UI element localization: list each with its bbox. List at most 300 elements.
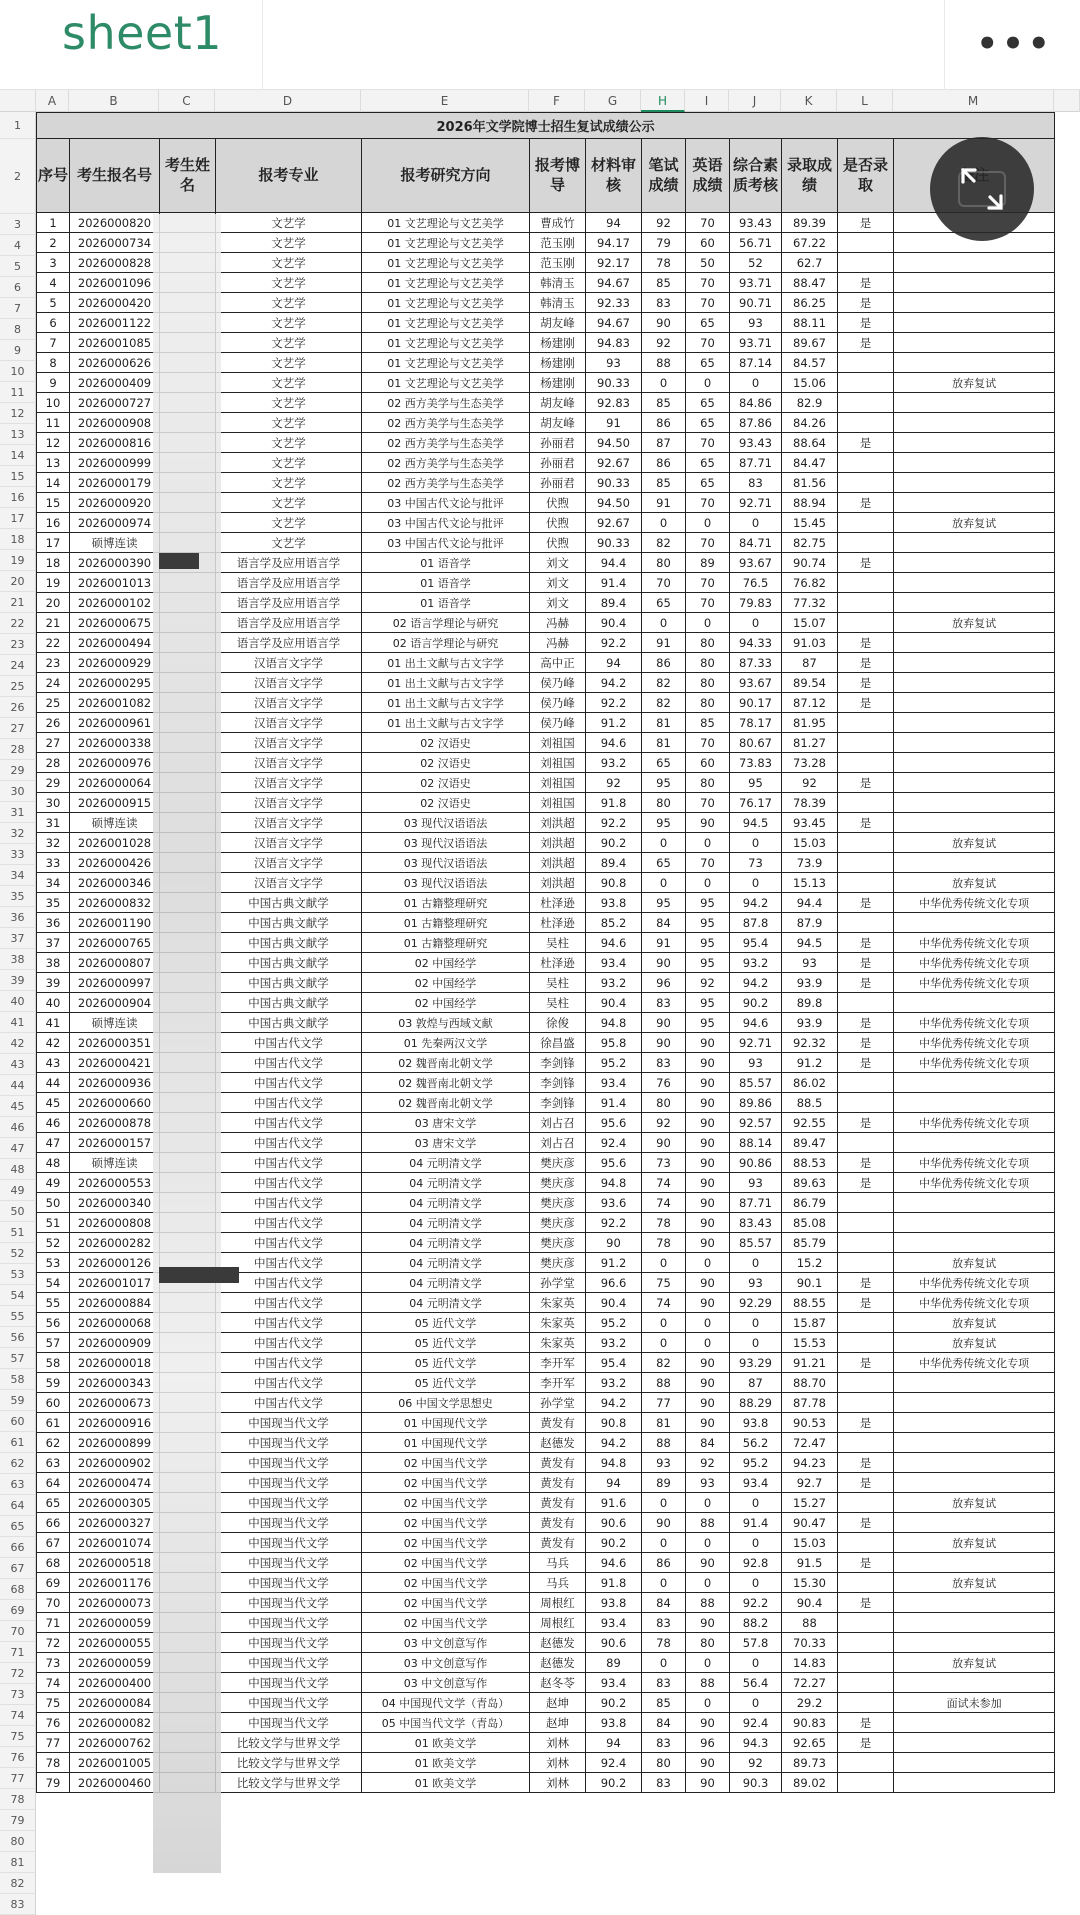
table-cell[interactable]: 65: [686, 393, 730, 413]
table-cell[interactable]: 01 语音学: [362, 573, 530, 593]
table-cell[interactable]: 2026001096: [70, 273, 160, 293]
header-cell[interactable]: 考生报名号: [70, 139, 160, 213]
table-cell[interactable]: 60: [686, 233, 730, 253]
select-all-corner[interactable]: [0, 90, 36, 112]
table-cell[interactable]: 01 中国现代文学: [362, 1413, 530, 1433]
table-cell[interactable]: 05 近代文学: [362, 1353, 530, 1373]
table-cell[interactable]: 95: [686, 933, 730, 953]
table-cell[interactable]: 01 出土文献与古文字学: [362, 673, 530, 693]
table-cell[interactable]: 90: [686, 1093, 730, 1113]
table-cell[interactable]: 93.4: [586, 1073, 642, 1093]
table-cell[interactable]: 93.6: [586, 1193, 642, 1213]
row-number[interactable]: 2: [0, 139, 36, 214]
table-cell[interactable]: 文艺学: [216, 413, 362, 433]
row-number[interactable]: 54: [0, 1285, 36, 1306]
table-cell[interactable]: 刘祖国: [530, 753, 586, 773]
table-cell[interactable]: 孙丽君: [530, 473, 586, 493]
table-cell[interactable]: 81: [642, 733, 686, 753]
table-cell[interactable]: 50: [686, 253, 730, 273]
table-cell[interactable]: 82.75: [782, 533, 838, 553]
row-number[interactable]: 13: [0, 424, 36, 445]
table-cell[interactable]: 2026000390: [70, 553, 160, 573]
table-cell[interactable]: 19: [37, 573, 70, 593]
table-cell[interactable]: 85.57: [730, 1233, 782, 1253]
table-cell[interactable]: 02 魏晋南北朝文学: [362, 1073, 530, 1093]
table-cell[interactable]: 中国现当代文学: [216, 1493, 362, 1513]
table-cell[interactable]: 92: [642, 213, 686, 233]
table-cell[interactable]: 8: [37, 353, 70, 373]
table-cell[interactable]: 52: [37, 1233, 70, 1253]
table-cell[interactable]: [838, 513, 894, 533]
table-cell[interactable]: 70: [686, 293, 730, 313]
table-cell[interactable]: 78: [642, 1213, 686, 1233]
table-cell[interactable]: [838, 1433, 894, 1453]
table-cell[interactable]: 83: [642, 1773, 686, 1793]
table-cell[interactable]: 侯乃峰: [530, 673, 586, 693]
table-cell[interactable]: 92.2: [586, 813, 642, 833]
table-cell[interactable]: 02 汉语史: [362, 733, 530, 753]
table-cell[interactable]: 2026000902: [70, 1453, 160, 1473]
table-cell[interactable]: 03 现代汉语语法: [362, 833, 530, 853]
table-cell[interactable]: 54: [37, 1273, 70, 1293]
table-cell[interactable]: 93.8: [586, 893, 642, 913]
table-cell[interactable]: 91.4: [586, 573, 642, 593]
table-cell[interactable]: 82: [642, 1353, 686, 1373]
table-cell[interactable]: 杨建刚: [530, 373, 586, 393]
table-cell[interactable]: 88: [686, 1513, 730, 1533]
table-cell[interactable]: 0: [686, 513, 730, 533]
table-cell[interactable]: 2026000820: [70, 213, 160, 233]
table-cell[interactable]: 85: [642, 473, 686, 493]
table-cell[interactable]: 80: [686, 653, 730, 673]
table-cell[interactable]: 78.39: [782, 793, 838, 813]
table-cell[interactable]: 94.67: [586, 313, 642, 333]
table-cell[interactable]: 2026001005: [70, 1753, 160, 1773]
table-cell[interactable]: [894, 1373, 1055, 1393]
table-cell[interactable]: 65: [686, 413, 730, 433]
table-cell[interactable]: 文艺学: [216, 453, 362, 473]
table-cell[interactable]: 15.13: [782, 873, 838, 893]
table-cell[interactable]: 93.4: [586, 953, 642, 973]
table-cell[interactable]: 是: [838, 953, 894, 973]
table-cell[interactable]: 90: [642, 1013, 686, 1033]
table-cell[interactable]: 文艺学: [216, 473, 362, 493]
table-cell[interactable]: 伏煦: [530, 533, 586, 553]
table-cell[interactable]: 0: [730, 833, 782, 853]
table-cell[interactable]: 0: [642, 1573, 686, 1593]
table-cell[interactable]: 01 文艺理论与文艺美学: [362, 273, 530, 293]
table-cell[interactable]: 03 现代汉语语法: [362, 873, 530, 893]
table-cell[interactable]: 90.47: [782, 1513, 838, 1533]
table-cell[interactable]: 92.4: [586, 1133, 642, 1153]
table-cell[interactable]: [838, 1613, 894, 1633]
table-cell[interactable]: 是: [838, 673, 894, 693]
column-header[interactable]: K: [781, 90, 837, 112]
table-cell[interactable]: 硕博连读: [70, 1013, 160, 1033]
table-cell[interactable]: 90.4: [782, 1593, 838, 1613]
table-cell[interactable]: 90.4: [586, 993, 642, 1013]
table-cell[interactable]: 2026000494: [70, 633, 160, 653]
table-cell[interactable]: [894, 793, 1055, 813]
table-cell[interactable]: 是: [838, 313, 894, 333]
table-cell[interactable]: 0: [686, 1693, 730, 1713]
table-cell[interactable]: [838, 1633, 894, 1653]
table-cell[interactable]: 92: [642, 333, 686, 353]
row-number[interactable]: 14: [0, 445, 36, 466]
table-cell[interactable]: 中华优秀传统文化专项: [894, 1113, 1055, 1133]
row-number[interactable]: 23: [0, 634, 36, 655]
table-cell[interactable]: 84.47: [782, 453, 838, 473]
table-cell[interactable]: 吴柱: [530, 973, 586, 993]
table-cell[interactable]: 03 中文创意写作: [362, 1653, 530, 1673]
table-cell[interactable]: 38: [37, 953, 70, 973]
table-cell[interactable]: 汉语言文字学: [216, 753, 362, 773]
table-cell[interactable]: 92: [686, 973, 730, 993]
table-cell[interactable]: 90.71: [730, 293, 782, 313]
table-cell[interactable]: 比较文学与世界文学: [216, 1733, 362, 1753]
table-cell[interactable]: [894, 1593, 1055, 1613]
table-cell[interactable]: 81.95: [782, 713, 838, 733]
table-cell[interactable]: 中国现当代文学: [216, 1693, 362, 1713]
table-cell[interactable]: 黄发有: [530, 1473, 586, 1493]
table-cell[interactable]: 88: [686, 1673, 730, 1693]
table-cell[interactable]: 56.71: [730, 233, 782, 253]
table-cell[interactable]: [838, 593, 894, 613]
table-cell[interactable]: 62.7: [782, 253, 838, 273]
table-cell[interactable]: 70: [686, 793, 730, 813]
table-cell[interactable]: 92: [686, 1453, 730, 1473]
table-cell[interactable]: 刘占召: [530, 1113, 586, 1133]
table-cell[interactable]: 伏煦: [530, 513, 586, 533]
table-cell[interactable]: 7: [37, 333, 70, 353]
table-cell[interactable]: 70: [686, 853, 730, 873]
table-cell[interactable]: 18: [37, 553, 70, 573]
table-cell[interactable]: 侯乃峰: [530, 713, 586, 733]
table-cell[interactable]: 90.6: [586, 1633, 642, 1653]
table-cell[interactable]: 2026000909: [70, 1333, 160, 1353]
table-cell[interactable]: 87.86: [730, 413, 782, 433]
table-cell[interactable]: 88.5: [782, 1093, 838, 1113]
table-cell[interactable]: 01 语音学: [362, 593, 530, 613]
table-cell[interactable]: 2026000660: [70, 1093, 160, 1113]
table-cell[interactable]: 03 现代汉语语法: [362, 813, 530, 833]
table-cell[interactable]: 曹成竹: [530, 213, 586, 233]
table-cell[interactable]: 语言学及应用语言学: [216, 553, 362, 573]
table-cell[interactable]: 02 中国当代文学: [362, 1613, 530, 1633]
table-cell[interactable]: 90: [642, 1513, 686, 1533]
table-cell[interactable]: 58: [37, 1353, 70, 1373]
table-cell[interactable]: 中华优秀传统文化专项: [894, 1033, 1055, 1053]
table-cell[interactable]: 中国古代文学: [216, 1353, 362, 1373]
table-cell[interactable]: 文艺学: [216, 253, 362, 273]
table-cell[interactable]: 94.8: [586, 1173, 642, 1193]
table-cell[interactable]: 0: [686, 1253, 730, 1273]
column-header[interactable]: I: [685, 90, 729, 112]
table-cell[interactable]: 66: [37, 1513, 70, 1533]
table-cell[interactable]: [894, 713, 1055, 733]
table-cell[interactable]: 65: [642, 593, 686, 613]
table-cell[interactable]: 2026000157: [70, 1133, 160, 1153]
table-cell[interactable]: 2026000904: [70, 993, 160, 1013]
table-cell[interactable]: 94.3: [730, 1733, 782, 1753]
table-cell[interactable]: 0: [642, 833, 686, 853]
table-cell[interactable]: [894, 813, 1055, 833]
row-number[interactable]: 30: [0, 781, 36, 802]
table-cell[interactable]: 0: [642, 373, 686, 393]
table-cell[interactable]: [838, 533, 894, 553]
row-number[interactable]: 83: [0, 1894, 36, 1915]
table-cell[interactable]: 杨建刚: [530, 353, 586, 373]
table-cell[interactable]: 2026000084: [70, 1693, 160, 1713]
table-cell[interactable]: 是: [838, 773, 894, 793]
table-cell[interactable]: [894, 1233, 1055, 1253]
table-cell[interactable]: 94.5: [782, 933, 838, 953]
table-cell[interactable]: 15: [37, 493, 70, 513]
table-cell[interactable]: 2026000974: [70, 513, 160, 533]
table-cell[interactable]: 94.2: [730, 893, 782, 913]
table-cell[interactable]: 杜泽逊: [530, 953, 586, 973]
table-cell[interactable]: 中国现当代文学: [216, 1513, 362, 1533]
table-cell[interactable]: 90: [686, 1213, 730, 1233]
table-cell[interactable]: 是: [838, 493, 894, 513]
table-cell[interactable]: 35: [37, 893, 70, 913]
table-cell[interactable]: 93: [730, 313, 782, 333]
table-cell[interactable]: 41: [37, 1013, 70, 1033]
header-cell[interactable]: 报考博导: [530, 139, 586, 213]
table-cell[interactable]: 02 中国当代文学: [362, 1593, 530, 1613]
table-cell[interactable]: 是: [838, 933, 894, 953]
table-cell[interactable]: 赵德发: [530, 1433, 586, 1453]
table-cell[interactable]: 65: [37, 1493, 70, 1513]
table-cell[interactable]: 樊庆彦: [530, 1253, 586, 1273]
row-number[interactable]: 56: [0, 1327, 36, 1348]
table-cell[interactable]: 2026000082: [70, 1713, 160, 1733]
table-cell[interactable]: 77: [37, 1733, 70, 1753]
table-cell[interactable]: 90: [686, 1273, 730, 1293]
table-cell[interactable]: 2026000426: [70, 853, 160, 873]
table-cell[interactable]: 中国现当代文学: [216, 1453, 362, 1473]
table-cell[interactable]: 92: [782, 773, 838, 793]
table-cell[interactable]: 44: [37, 1073, 70, 1093]
table-cell[interactable]: 硕博连读: [70, 813, 160, 833]
table-cell[interactable]: 是: [838, 1553, 894, 1573]
table-cell[interactable]: 9: [37, 373, 70, 393]
table-cell[interactable]: 0: [730, 1533, 782, 1553]
table-cell[interactable]: 2026001082: [70, 693, 160, 713]
table-cell[interactable]: 2026000420: [70, 293, 160, 313]
table-cell[interactable]: 94.67: [586, 273, 642, 293]
table-cell[interactable]: 93.4: [586, 1673, 642, 1693]
table-cell[interactable]: 孙丽君: [530, 433, 586, 453]
table-cell[interactable]: 中国古典文献学: [216, 953, 362, 973]
table-cell[interactable]: 01 出土文献与古文字学: [362, 653, 530, 673]
table-cell[interactable]: 01 先秦两汉文学: [362, 1033, 530, 1053]
table-cell[interactable]: 中华优秀传统文化专项: [894, 1153, 1055, 1173]
table-cell[interactable]: 02 魏晋南北朝文学: [362, 1053, 530, 1073]
table-cell[interactable]: 中华优秀传统文化专项: [894, 1273, 1055, 1293]
row-number[interactable]: 36: [0, 907, 36, 928]
table-cell[interactable]: [838, 833, 894, 853]
row-number[interactable]: 24: [0, 655, 36, 676]
table-cell[interactable]: 是: [838, 1453, 894, 1473]
table-cell[interactable]: 78: [642, 1233, 686, 1253]
table-cell[interactable]: 0: [686, 1653, 730, 1673]
table-cell[interactable]: 85.79: [782, 1233, 838, 1253]
table-cell[interactable]: 72.47: [782, 1433, 838, 1453]
table-cell[interactable]: 73: [642, 1153, 686, 1173]
table-cell[interactable]: 80: [642, 793, 686, 813]
table-cell[interactable]: 中国古代文学: [216, 1333, 362, 1353]
table-cell[interactable]: [894, 1213, 1055, 1233]
table-cell[interactable]: 45: [37, 1093, 70, 1113]
row-number[interactable]: 29: [0, 760, 36, 781]
table-cell[interactable]: 23: [37, 653, 70, 673]
table-cell[interactable]: 04 元明清文学: [362, 1213, 530, 1233]
table-cell[interactable]: 73.83: [730, 753, 782, 773]
table-cell[interactable]: 杜泽逊: [530, 913, 586, 933]
table-cell[interactable]: [838, 1133, 894, 1153]
row-number[interactable]: 66: [0, 1537, 36, 1558]
row-number[interactable]: 71: [0, 1642, 36, 1663]
table-cell[interactable]: 徐昌盛: [530, 1033, 586, 1053]
row-number[interactable]: 44: [0, 1075, 36, 1096]
table-cell[interactable]: 92.57: [730, 1113, 782, 1133]
table-cell[interactable]: 86.79: [782, 1193, 838, 1213]
table-cell[interactable]: 刘洪超: [530, 833, 586, 853]
table-cell[interactable]: 是: [838, 1413, 894, 1433]
table-cell[interactable]: [838, 1213, 894, 1233]
table-cell[interactable]: [838, 1533, 894, 1553]
table-cell[interactable]: 是: [838, 893, 894, 913]
table-cell[interactable]: 43: [37, 1053, 70, 1073]
table-cell[interactable]: 汉语言文字学: [216, 833, 362, 853]
row-number[interactable]: 77: [0, 1768, 36, 1789]
table-cell[interactable]: 2026000518: [70, 1553, 160, 1573]
table-cell[interactable]: 92.2: [730, 1593, 782, 1613]
column-header[interactable]: M: [893, 90, 1054, 112]
table-cell[interactable]: 赵坤: [530, 1713, 586, 1733]
table-cell[interactable]: 2026000343: [70, 1373, 160, 1393]
table-cell[interactable]: 01 文艺理论与文艺美学: [362, 353, 530, 373]
table-cell[interactable]: 94.23: [782, 1453, 838, 1473]
table-cell[interactable]: 李剑锋: [530, 1093, 586, 1113]
table-cell[interactable]: 汉语言文字学: [216, 653, 362, 673]
header-cell[interactable]: 英语成绩: [686, 139, 730, 213]
table-cell[interactable]: 56.2: [730, 1433, 782, 1453]
table-cell[interactable]: 69: [37, 1573, 70, 1593]
table-cell[interactable]: 92.32: [782, 1033, 838, 1053]
table-cell[interactable]: 2026000346: [70, 873, 160, 893]
table-cell[interactable]: 03 中国古代文论与批评: [362, 493, 530, 513]
table-cell[interactable]: 放弃复试: [894, 513, 1055, 533]
table-cell[interactable]: 朱家英: [530, 1293, 586, 1313]
table-cell[interactable]: 91.6: [586, 1493, 642, 1513]
table-cell[interactable]: 81.56: [782, 473, 838, 493]
table-cell[interactable]: 94.6: [730, 1013, 782, 1033]
table-cell[interactable]: 01 文艺理论与文艺美学: [362, 313, 530, 333]
table-cell[interactable]: 2026001074: [70, 1533, 160, 1553]
table-cell[interactable]: 0: [730, 1493, 782, 1513]
table-cell[interactable]: 94.2: [586, 1393, 642, 1413]
table-cell[interactable]: 刘祖国: [530, 793, 586, 813]
table-cell[interactable]: [894, 293, 1055, 313]
row-number[interactable]: 60: [0, 1411, 36, 1432]
table-cell[interactable]: 87: [782, 653, 838, 673]
table-cell[interactable]: 2026000673: [70, 1393, 160, 1413]
table-cell[interactable]: 杜泽逊: [530, 893, 586, 913]
table-cell[interactable]: 2026000018: [70, 1353, 160, 1373]
table-cell[interactable]: 90.33: [586, 533, 642, 553]
table-cell[interactable]: 03 敦煌与西域文献: [362, 1013, 530, 1033]
table-cell[interactable]: 90.83: [782, 1713, 838, 1733]
table-cell[interactable]: 95: [686, 913, 730, 933]
table-cell[interactable]: 91: [642, 493, 686, 513]
table-cell[interactable]: 37: [37, 933, 70, 953]
table-cell[interactable]: [838, 453, 894, 473]
table-cell[interactable]: 49: [37, 1173, 70, 1193]
table-cell[interactable]: 93.67: [730, 673, 782, 693]
table-cell[interactable]: 96: [642, 973, 686, 993]
table-cell[interactable]: 15.53: [782, 1333, 838, 1353]
table-cell[interactable]: 刘林: [530, 1753, 586, 1773]
table-cell[interactable]: 是: [838, 293, 894, 313]
table-cell[interactable]: 70: [686, 333, 730, 353]
table-cell[interactable]: 2026000816: [70, 433, 160, 453]
table-cell[interactable]: 55: [37, 1293, 70, 1313]
table-cell[interactable]: 80: [686, 633, 730, 653]
table-cell[interactable]: [838, 913, 894, 933]
table-cell[interactable]: 是: [838, 1593, 894, 1613]
table-cell[interactable]: 94.4: [586, 553, 642, 573]
row-number[interactable]: 63: [0, 1474, 36, 1495]
table-cell[interactable]: 92.55: [782, 1113, 838, 1133]
table-cell[interactable]: 95: [686, 953, 730, 973]
row-number[interactable]: 35: [0, 886, 36, 907]
table-cell[interactable]: [894, 413, 1055, 433]
table-cell[interactable]: 中国古典文献学: [216, 933, 362, 953]
table-cell[interactable]: 70: [686, 593, 730, 613]
table-cell[interactable]: 94.83: [586, 333, 642, 353]
table-cell[interactable]: 84: [686, 1433, 730, 1453]
table-cell[interactable]: 0: [730, 1653, 782, 1673]
table-cell[interactable]: 26: [37, 713, 70, 733]
table-cell[interactable]: 中国古典文献学: [216, 893, 362, 913]
table-cell[interactable]: 01 古籍整理研究: [362, 893, 530, 913]
table-cell[interactable]: 20: [37, 593, 70, 613]
table-cell[interactable]: 70: [37, 1593, 70, 1613]
table-cell[interactable]: 中国古典文献学: [216, 993, 362, 1013]
table-cell[interactable]: 75: [37, 1693, 70, 1713]
table-cell[interactable]: 51: [37, 1213, 70, 1233]
table-cell[interactable]: 93: [782, 953, 838, 973]
table-cell[interactable]: 汉语言文字学: [216, 873, 362, 893]
table-cell[interactable]: 39: [37, 973, 70, 993]
header-cell[interactable]: 材料审核: [586, 139, 642, 213]
table-cell[interactable]: [838, 1373, 894, 1393]
table-cell[interactable]: 95: [686, 893, 730, 913]
table-cell[interactable]: 83.43: [730, 1213, 782, 1233]
row-number[interactable]: 69: [0, 1600, 36, 1621]
table-cell[interactable]: 汉语言文字学: [216, 853, 362, 873]
table-cell[interactable]: 15.30: [782, 1573, 838, 1593]
table-cell[interactable]: 02 中国当代文学: [362, 1533, 530, 1553]
table-cell[interactable]: 80.67: [730, 733, 782, 753]
table-cell[interactable]: 94.2: [730, 973, 782, 993]
table-cell[interactable]: 93: [730, 1273, 782, 1293]
table-cell[interactable]: 82.9: [782, 393, 838, 413]
table-cell[interactable]: 是: [838, 433, 894, 453]
table-cell[interactable]: 90: [586, 1233, 642, 1253]
